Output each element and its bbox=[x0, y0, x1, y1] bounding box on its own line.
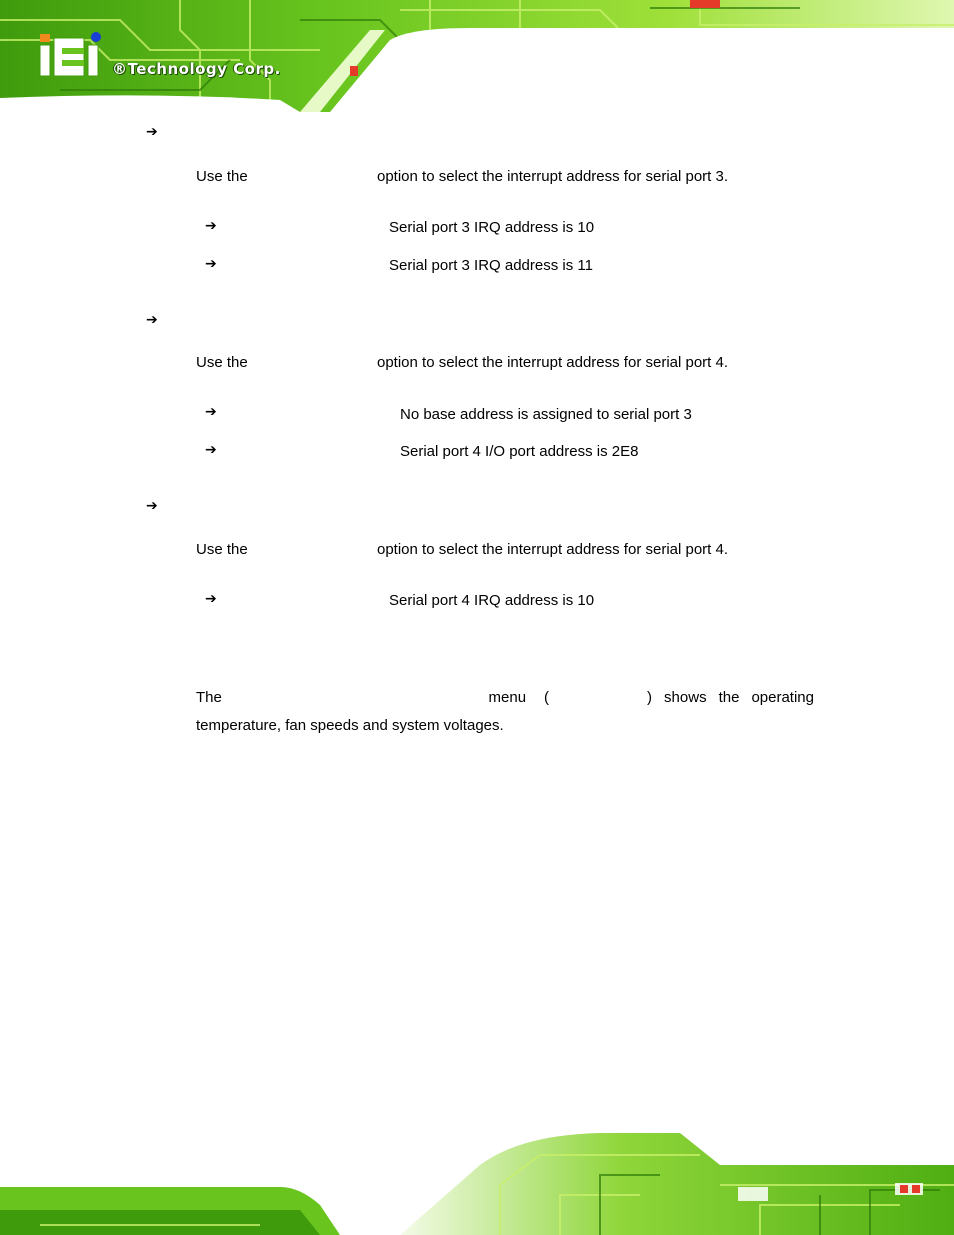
arrow-right-icon: ➔ bbox=[205, 591, 217, 607]
closing-line-1 bbox=[196, 684, 814, 712]
section-1-option-1: Serial port 3 IRQ address is 10 bbox=[389, 219, 595, 236]
iei-logo bbox=[38, 30, 108, 78]
section-1-intro-suffix: option to select the interrupt address for serial port 3. bbox=[377, 168, 729, 185]
section-1-intro-prefix: Use the bbox=[196, 168, 248, 185]
closing-word: shows bbox=[664, 689, 707, 706]
closing-line-2: temperature, fan speeds and system voltages. bbox=[196, 717, 504, 734]
footer-banner bbox=[0, 1125, 954, 1235]
section-3-option-1: Serial port 4 IRQ address is 10 bbox=[389, 592, 595, 609]
arrow-right-icon: ➔ bbox=[146, 498, 158, 514]
closing-word: ) bbox=[647, 689, 653, 706]
arrow-right-icon: ➔ bbox=[205, 218, 217, 234]
closing-word: The bbox=[196, 689, 222, 706]
closing-word: the bbox=[718, 689, 740, 706]
arrow-right-icon: ➔ bbox=[146, 312, 158, 328]
section-3-intro-prefix: Use the bbox=[196, 541, 248, 558]
closing-word: ( bbox=[544, 689, 550, 706]
arrow-right-icon: ➔ bbox=[205, 404, 217, 420]
section-1-option-2: Serial port 3 IRQ address is 11 bbox=[389, 257, 593, 274]
closing-word: menu bbox=[488, 689, 527, 706]
section-2-intro-prefix: Use the bbox=[196, 354, 248, 371]
arrow-right-icon: ➔ bbox=[205, 256, 217, 272]
section-3-intro-suffix: option to select the interrupt address for serial port 4. bbox=[377, 541, 729, 558]
circuit-board-footer-graphic bbox=[0, 1125, 954, 1235]
arrow-right-icon: ➔ bbox=[205, 442, 217, 458]
circuit-board-header-graphic bbox=[0, 0, 954, 112]
header-banner bbox=[0, 0, 954, 112]
company-name: ®Technology Corp. bbox=[112, 60, 281, 78]
section-2-intro-suffix: option to select the interrupt address for serial port 4. bbox=[377, 354, 729, 371]
closing-word: operating bbox=[751, 689, 814, 706]
closing-paragraph bbox=[196, 684, 814, 740]
section-2-option-1: No base address is assigned to serial port 3 bbox=[400, 406, 692, 423]
section-2-option-2: Serial port 4 I/O port address is 2E8 bbox=[400, 443, 639, 460]
arrow-right-icon: ➔ bbox=[146, 124, 158, 140]
